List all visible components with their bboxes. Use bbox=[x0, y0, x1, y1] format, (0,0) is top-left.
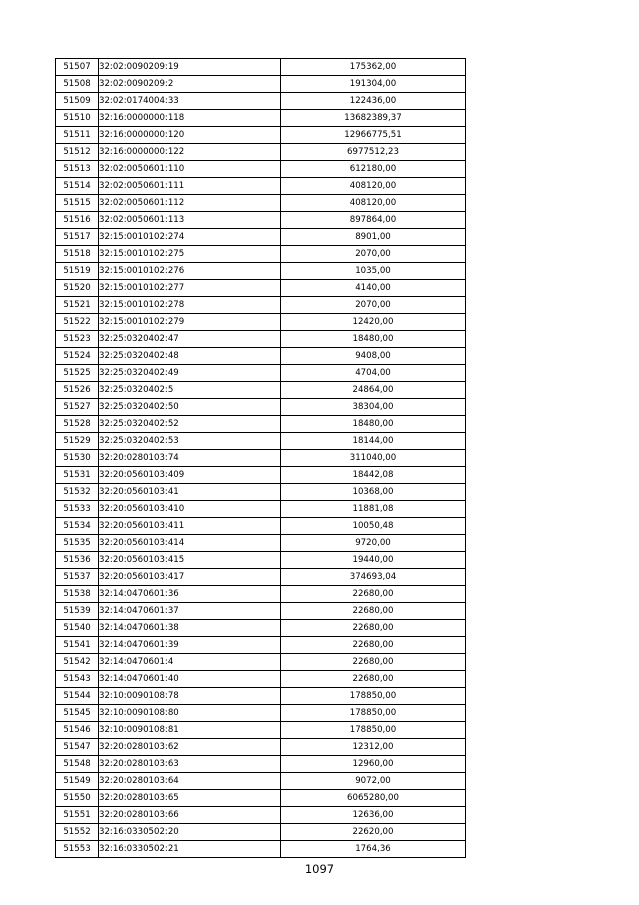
cadastral-number-cell: 32:14:0470601:38 bbox=[99, 620, 281, 637]
row-number-cell: 51516 bbox=[56, 212, 99, 229]
table-row bbox=[56, 93, 466, 110]
cadastral-number-cell: 32:16:0000000:118 bbox=[99, 110, 281, 127]
value-cell: 175362,00 bbox=[281, 59, 466, 76]
cadastral-number-cell: 32:25:0320402:5 bbox=[99, 382, 281, 399]
row-number-cell: 51544 bbox=[56, 688, 99, 705]
table-row bbox=[56, 807, 466, 824]
cadastral-number-cell: 32:14:0470601:36 bbox=[99, 586, 281, 603]
row-number-cell: 51539 bbox=[56, 603, 99, 620]
cadastral-number-cell: 32:10:0090108:78 bbox=[99, 688, 281, 705]
cadastral-number-cell: 32:02:0090209:2 bbox=[99, 76, 281, 93]
row-number-cell: 51534 bbox=[56, 518, 99, 535]
cadastral-number-cell: 32:15:0010102:278 bbox=[99, 297, 281, 314]
cadastral-number-cell: 32:20:0560103:41 bbox=[99, 484, 281, 501]
value-cell: 18480,00 bbox=[281, 331, 466, 348]
table-row bbox=[56, 450, 466, 467]
row-number-cell: 51521 bbox=[56, 297, 99, 314]
table-row bbox=[56, 433, 466, 450]
cadastral-number-cell: 32:02:0090209:19 bbox=[99, 59, 281, 76]
value-cell: 122436,00 bbox=[281, 93, 466, 110]
value-cell: 18144,00 bbox=[281, 433, 466, 450]
row-number-cell: 51552 bbox=[56, 824, 99, 841]
row-number-cell: 51546 bbox=[56, 722, 99, 739]
cadastral-number-cell: 32:02:0050601:111 bbox=[99, 178, 281, 195]
value-cell: 191304,00 bbox=[281, 76, 466, 93]
table-row bbox=[56, 790, 466, 807]
cadastral-number-cell: 32:20:0560103:417 bbox=[99, 569, 281, 586]
value-cell: 12960,00 bbox=[281, 756, 466, 773]
row-number-cell: 51517 bbox=[56, 229, 99, 246]
value-cell: 11881,08 bbox=[281, 501, 466, 518]
cadastral-number-cell: 32:20:0280103:62 bbox=[99, 739, 281, 756]
table-row bbox=[56, 348, 466, 365]
row-number-cell: 51518 bbox=[56, 246, 99, 263]
row-number-cell: 51510 bbox=[56, 110, 99, 127]
cadastral-number-cell: 32:16:0000000:122 bbox=[99, 144, 281, 161]
row-number-cell: 51549 bbox=[56, 773, 99, 790]
table-row bbox=[56, 671, 466, 688]
row-number-cell: 51523 bbox=[56, 331, 99, 348]
row-number-cell: 51515 bbox=[56, 195, 99, 212]
row-number-cell: 51519 bbox=[56, 263, 99, 280]
cadastral-number-cell: 32:20:0280103:74 bbox=[99, 450, 281, 467]
value-cell: 311040,00 bbox=[281, 450, 466, 467]
value-cell: 12966775,51 bbox=[281, 127, 466, 144]
table-row bbox=[56, 739, 466, 756]
cadastral-value-table bbox=[55, 58, 466, 858]
value-cell: 1764,36 bbox=[281, 841, 466, 858]
value-cell: 22680,00 bbox=[281, 654, 466, 671]
value-cell: 38304,00 bbox=[281, 399, 466, 416]
cadastral-number-cell: 32:25:0320402:50 bbox=[99, 399, 281, 416]
table-row bbox=[56, 161, 466, 178]
table-row bbox=[56, 722, 466, 739]
row-number-cell: 51531 bbox=[56, 467, 99, 484]
value-cell: 9720,00 bbox=[281, 535, 466, 552]
cadastral-number-cell: 32:25:0320402:49 bbox=[99, 365, 281, 382]
value-cell: 6065280,00 bbox=[281, 790, 466, 807]
row-number-cell: 51551 bbox=[56, 807, 99, 824]
table-row bbox=[56, 841, 466, 858]
table-row bbox=[56, 127, 466, 144]
cadastral-number-cell: 32:16:0000000:120 bbox=[99, 127, 281, 144]
table-row bbox=[56, 535, 466, 552]
row-number-cell: 51548 bbox=[56, 756, 99, 773]
table-row bbox=[56, 637, 466, 654]
row-number-cell: 51538 bbox=[56, 586, 99, 603]
value-cell: 22680,00 bbox=[281, 637, 466, 654]
table-row bbox=[56, 246, 466, 263]
value-cell: 22680,00 bbox=[281, 620, 466, 637]
value-cell: 10368,00 bbox=[281, 484, 466, 501]
cadastral-number-cell: 32:10:0090108:80 bbox=[99, 705, 281, 722]
table-row bbox=[56, 773, 466, 790]
table-row bbox=[56, 110, 466, 127]
value-cell: 12636,00 bbox=[281, 807, 466, 824]
table-row bbox=[56, 756, 466, 773]
cadastral-number-cell: 32:15:0010102:279 bbox=[99, 314, 281, 331]
cadastral-number-cell: 32:14:0470601:4 bbox=[99, 654, 281, 671]
value-cell: 19440,00 bbox=[281, 552, 466, 569]
table-row bbox=[56, 824, 466, 841]
row-number-cell: 51509 bbox=[56, 93, 99, 110]
table-row bbox=[56, 654, 466, 671]
row-number-cell: 51520 bbox=[56, 280, 99, 297]
row-number-cell: 51540 bbox=[56, 620, 99, 637]
table-row bbox=[56, 382, 466, 399]
cadastral-number-cell: 32:02:0174004:33 bbox=[99, 93, 281, 110]
cadastral-number-cell: 32:25:0320402:47 bbox=[99, 331, 281, 348]
cadastral-number-cell: 32:20:0560103:410 bbox=[99, 501, 281, 518]
cadastral-number-cell: 32:20:0560103:414 bbox=[99, 535, 281, 552]
value-cell: 22680,00 bbox=[281, 603, 466, 620]
table-row bbox=[56, 297, 466, 314]
row-number-cell: 51535 bbox=[56, 535, 99, 552]
cadastral-number-cell: 32:20:0280103:63 bbox=[99, 756, 281, 773]
row-number-cell: 51524 bbox=[56, 348, 99, 365]
table-row bbox=[56, 229, 466, 246]
value-cell: 22620,00 bbox=[281, 824, 466, 841]
table-row bbox=[56, 331, 466, 348]
value-cell: 2070,00 bbox=[281, 246, 466, 263]
value-cell: 408120,00 bbox=[281, 178, 466, 195]
cadastral-number-cell: 32:16:0330502:21 bbox=[99, 841, 281, 858]
cadastral-number-cell: 32:14:0470601:40 bbox=[99, 671, 281, 688]
row-number-cell: 51545 bbox=[56, 705, 99, 722]
value-cell: 13682389,37 bbox=[281, 110, 466, 127]
value-cell: 178850,00 bbox=[281, 722, 466, 739]
value-cell: 408120,00 bbox=[281, 195, 466, 212]
value-cell: 2070,00 bbox=[281, 297, 466, 314]
cadastral-number-cell: 32:14:0470601:39 bbox=[99, 637, 281, 654]
table-row bbox=[56, 212, 466, 229]
page-number: 1097 bbox=[304, 862, 335, 876]
value-cell: 897864,00 bbox=[281, 212, 466, 229]
table-row bbox=[56, 195, 466, 212]
cadastral-number-cell: 32:15:0010102:275 bbox=[99, 246, 281, 263]
value-cell: 6977512,23 bbox=[281, 144, 466, 161]
row-number-cell: 51553 bbox=[56, 841, 99, 858]
table-body bbox=[56, 59, 466, 858]
value-cell: 9072,00 bbox=[281, 773, 466, 790]
row-number-cell: 51522 bbox=[56, 314, 99, 331]
row-number-cell: 51508 bbox=[56, 76, 99, 93]
cadastral-number-cell: 32:15:0010102:274 bbox=[99, 229, 281, 246]
table-row bbox=[56, 552, 466, 569]
table-row bbox=[56, 501, 466, 518]
cadastral-number-cell: 32:25:0320402:48 bbox=[99, 348, 281, 365]
cadastral-number-cell: 32:25:0320402:53 bbox=[99, 433, 281, 450]
row-number-cell: 51529 bbox=[56, 433, 99, 450]
value-cell: 178850,00 bbox=[281, 688, 466, 705]
table-row bbox=[56, 620, 466, 637]
cadastral-number-cell: 32:02:0050601:110 bbox=[99, 161, 281, 178]
table-row bbox=[56, 569, 466, 586]
row-number-cell: 51527 bbox=[56, 399, 99, 416]
table-row bbox=[56, 484, 466, 501]
value-cell: 1035,00 bbox=[281, 263, 466, 280]
row-number-cell: 51512 bbox=[56, 144, 99, 161]
table-row bbox=[56, 603, 466, 620]
row-number-cell: 51547 bbox=[56, 739, 99, 756]
cadastral-number-cell: 32:15:0010102:277 bbox=[99, 280, 281, 297]
value-cell: 22680,00 bbox=[281, 671, 466, 688]
row-number-cell: 51532 bbox=[56, 484, 99, 501]
cadastral-number-cell: 32:20:0560103:411 bbox=[99, 518, 281, 535]
cadastral-number-cell: 32:02:0050601:113 bbox=[99, 212, 281, 229]
value-cell: 4140,00 bbox=[281, 280, 466, 297]
table-row bbox=[56, 59, 466, 76]
table-row bbox=[56, 416, 466, 433]
table-row bbox=[56, 399, 466, 416]
row-number-cell: 51530 bbox=[56, 450, 99, 467]
row-number-cell: 51525 bbox=[56, 365, 99, 382]
value-cell: 8901,00 bbox=[281, 229, 466, 246]
value-cell: 10050,48 bbox=[281, 518, 466, 535]
table-row bbox=[56, 518, 466, 535]
row-number-cell: 51533 bbox=[56, 501, 99, 518]
table-row bbox=[56, 688, 466, 705]
value-cell: 4704,00 bbox=[281, 365, 466, 382]
cadastral-number-cell: 32:16:0330502:20 bbox=[99, 824, 281, 841]
table-row bbox=[56, 705, 466, 722]
row-number-cell: 51542 bbox=[56, 654, 99, 671]
row-number-cell: 51528 bbox=[56, 416, 99, 433]
cadastral-number-cell: 32:20:0560103:409 bbox=[99, 467, 281, 484]
table-row bbox=[56, 280, 466, 297]
table-row bbox=[56, 467, 466, 484]
value-cell: 18442,08 bbox=[281, 467, 466, 484]
table-row bbox=[56, 178, 466, 195]
table-row bbox=[56, 76, 466, 93]
row-number-cell: 51511 bbox=[56, 127, 99, 144]
row-number-cell: 51536 bbox=[56, 552, 99, 569]
table-row bbox=[56, 263, 466, 280]
value-cell: 12420,00 bbox=[281, 314, 466, 331]
value-cell: 24864,00 bbox=[281, 382, 466, 399]
table-row bbox=[56, 314, 466, 331]
row-number-cell: 51541 bbox=[56, 637, 99, 654]
cadastral-number-cell: 32:20:0280103:64 bbox=[99, 773, 281, 790]
cadastral-number-cell: 32:14:0470601:37 bbox=[99, 603, 281, 620]
value-cell: 612180,00 bbox=[281, 161, 466, 178]
table-row bbox=[56, 365, 466, 382]
cadastral-number-cell: 32:20:0280103:65 bbox=[99, 790, 281, 807]
table-row bbox=[56, 144, 466, 161]
value-cell: 9408,00 bbox=[281, 348, 466, 365]
cadastral-number-cell: 32:10:0090108:81 bbox=[99, 722, 281, 739]
value-cell: 178850,00 bbox=[281, 705, 466, 722]
value-cell: 374693,04 bbox=[281, 569, 466, 586]
cadastral-number-cell: 32:15:0010102:276 bbox=[99, 263, 281, 280]
row-number-cell: 51507 bbox=[56, 59, 99, 76]
cadastral-number-cell: 32:20:0560103:415 bbox=[99, 552, 281, 569]
row-number-cell: 51537 bbox=[56, 569, 99, 586]
value-cell: 22680,00 bbox=[281, 586, 466, 603]
row-number-cell: 51543 bbox=[56, 671, 99, 688]
row-number-cell: 51514 bbox=[56, 178, 99, 195]
cadastral-number-cell: 32:02:0050601:112 bbox=[99, 195, 281, 212]
row-number-cell: 51526 bbox=[56, 382, 99, 399]
cadastral-number-cell: 32:25:0320402:52 bbox=[99, 416, 281, 433]
row-number-cell: 51513 bbox=[56, 161, 99, 178]
value-cell: 18480,00 bbox=[281, 416, 466, 433]
table-row bbox=[56, 586, 466, 603]
row-number-cell: 51550 bbox=[56, 790, 99, 807]
value-cell: 12312,00 bbox=[281, 739, 466, 756]
cadastral-number-cell: 32:20:0280103:66 bbox=[99, 807, 281, 824]
